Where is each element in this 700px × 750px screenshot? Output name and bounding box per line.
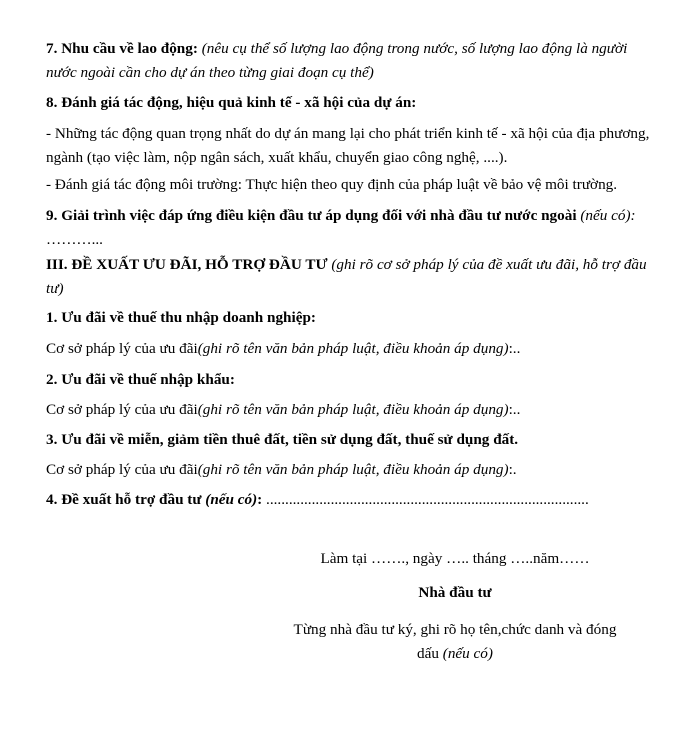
incentive-3-heading: 3. Ưu đãi về miễn, giảm tiền thuê đất, tiền sử dụng đất, thuế sử dụng đất. (46, 431, 519, 448)
signing-instruction (270, 618, 640, 666)
support-proposal-colon: : (257, 491, 267, 508)
incentive-2-basis-label: Cơ sở pháp lý của ưu đãi (46, 401, 198, 418)
incentive-1-heading: 1. Ưu đãi về thuế thu nhập doanh nghiệp: (46, 309, 316, 326)
incentive-1-basis-tail: :.. (508, 340, 521, 357)
incentive-3-basis-note: (ghi rõ tên văn bản pháp luật, điều khoản áp dụng) (197, 461, 509, 478)
incentive-2-basis (46, 398, 660, 422)
section-7 (46, 37, 660, 85)
signing-instruction-line-1: Từng nhà đầu tư ký, ghi rõ họ tên,chức danh và đóng (293, 621, 617, 638)
support-proposal-heading: 4. Đề xuất hỗ trợ đầu tư (46, 491, 202, 508)
section-8-impact-paragraph: - Những tác động quan trọng nhất do dự án mang lại cho phát triển kinh tế - xã hội của địa phương, ngành (tạo việc làm, nộp ngân sách, xuất khẩu, chuyển giao công nghệ, ....). (46, 125, 650, 166)
signatory-title: Nhà đầu tư (418, 584, 492, 601)
section-8-heading: 8. Đánh giá tác động, hiệu quả kinh tế - xã hội của dự án: (46, 94, 417, 111)
incentive-2-basis-tail: :.. (508, 401, 521, 418)
section-9-heading: 9. Giải trình việc đáp ứng điều kiện đầu tư áp dụng đối với nhà đầu tư nước ngoài (46, 207, 577, 224)
incentive-1-basis (46, 337, 660, 361)
support-proposal-dots: ..................................................................................... (266, 491, 589, 508)
section-iii-note: (ghi rõ cơ sở pháp lý của đề xuất ưu đãi, hỗ trợ đầu tư) (46, 256, 647, 297)
signing-instruction-line-2: dấu (417, 645, 439, 662)
section-8-environment-paragraph: - Đánh giá tác động môi trường: Thực hiện theo quy định của pháp luật về bảo vệ môi trường. (46, 176, 618, 193)
section-iii-heading: III. ĐỀ XUẤT ƯU ĐÃI, HỖ TRỢ ĐẦU TƯ (46, 256, 328, 273)
support-proposal-note: (nếu có) (201, 491, 258, 508)
section-7-note: (nêu cụ thể số lượng lao động trong nước, số lượng lao động là người nước ngoài cần cho dự án theo từng giai đoạn cụ thể) (46, 40, 628, 81)
incentive-1-basis-label: Cơ sở pháp lý của ưu đãi (46, 340, 198, 357)
signing-instruction-note: (nếu có) (438, 645, 493, 662)
incentive-1-basis-note: (ghi rõ tên văn bản pháp luật, điều khoản áp dụng) (197, 340, 509, 357)
section-9 (46, 204, 660, 252)
signing-place-date: Làm tại ……., ngày ….. tháng …..năm…… (320, 550, 590, 567)
incentive-3-basis-label: Cơ sở pháp lý của ưu đãi (46, 461, 198, 478)
incentive-3-basis (46, 458, 660, 482)
incentive-2-basis-note: (ghi rõ tên văn bản pháp luật, điều khoản áp dụng) (197, 401, 509, 418)
incentive-3-basis-tail: :. (508, 461, 517, 478)
support-proposal (46, 488, 660, 512)
incentive-2-heading: 2. Ưu đãi về thuế nhập khẩu: (46, 371, 235, 388)
section-iii (46, 253, 660, 301)
section-7-heading: 7. Nhu cầu về lao động: (46, 40, 198, 57)
section-9-dots: ………... (46, 231, 103, 248)
section-9-note: (nếu có): (576, 207, 636, 224)
